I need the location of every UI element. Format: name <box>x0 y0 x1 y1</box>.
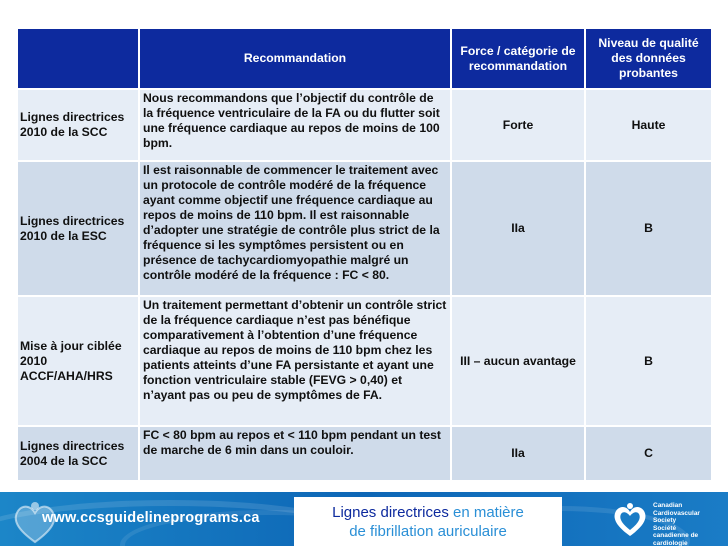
row-label: Lignes directrices 2010 de la ESC <box>17 161 139 296</box>
row-recommendation: Nous recommandons que l’objectif du contrôle de la fréquence ventriculaire de la FA ou du flutter soit une fréquence cardiaque au repos de moins de 100 bpm. <box>139 89 451 161</box>
row-strength: III – aucun avantage <box>451 296 585 426</box>
row-strength: IIa <box>451 161 585 296</box>
row-strength: Forte <box>451 89 585 161</box>
table-header-row <box>17 28 712 89</box>
header-recommendation: Recommandation <box>139 28 451 89</box>
header-empty <box>17 28 139 89</box>
table-row <box>17 89 712 161</box>
footer-title-part1: Lignes directrices <box>332 504 449 521</box>
guidelines-table <box>16 27 713 482</box>
row-recommendation: Il est raisonnable de commencer le traitement avec un protocole de contrôle modéré de la fréquence ayant comme objectif une fréquence cardiaque au repos de moins de 110 bpm. Il est raisonnable d’adopter une stratégie de contrôle plus strict de la fréquence si les symptômes persistent ou en présence de tachycardiomyopathie malgré un contrôle modéré de la fréquence : FC < 80. <box>139 161 451 296</box>
table-row <box>17 426 712 481</box>
row-label: Mise à jour ciblée 2010 ACCF/AHA/HRS <box>17 296 139 426</box>
table-row <box>17 296 712 426</box>
row-recommendation: FC < 80 bpm au repos et < 110 bpm pendant un test de marche de 6 min dans un couloir. <box>139 426 451 481</box>
ccs-heart-logo-icon <box>610 500 650 540</box>
footer-title <box>294 497 562 546</box>
row-strength: IIa <box>451 426 585 481</box>
row-quality: B <box>585 161 712 296</box>
footer-banner <box>0 492 728 546</box>
row-label: Lignes directrices 2004 de la SCC <box>17 426 139 481</box>
ccs-logo-text: Canadian Cardiovascular Society Société canadienne de cardiologie <box>653 502 700 546</box>
footer-title-line2: de fibrillation auriculaire <box>349 523 507 540</box>
row-recommendation: Un traitement permettant d’obtenir un contrôle strict de la fréquence cardiaque n’est pas bénéfique comparativement à l’obtention d’une fréquence cardiaque au repos de moins de 110 bpm chez les patients atteints d’une FA persistante et ayant une fonction ventriculaire stable (FEVG > 0,40) et n’ayant pas ou peu de symptômes de FA. <box>139 296 451 426</box>
row-quality: C <box>585 426 712 481</box>
header-strength: Force / catégorie de recommandation <box>451 28 585 89</box>
footer-title-part2: en matière <box>448 504 524 521</box>
row-quality: B <box>585 296 712 426</box>
header-quality: Niveau de qualité des données probantes <box>585 28 712 89</box>
website-link[interactable]: www.ccsguidelineprograms.ca <box>42 510 260 526</box>
table-row <box>17 161 712 296</box>
row-quality: Haute <box>585 89 712 161</box>
row-label: Lignes directrices 2010 de la SCC <box>17 89 139 161</box>
